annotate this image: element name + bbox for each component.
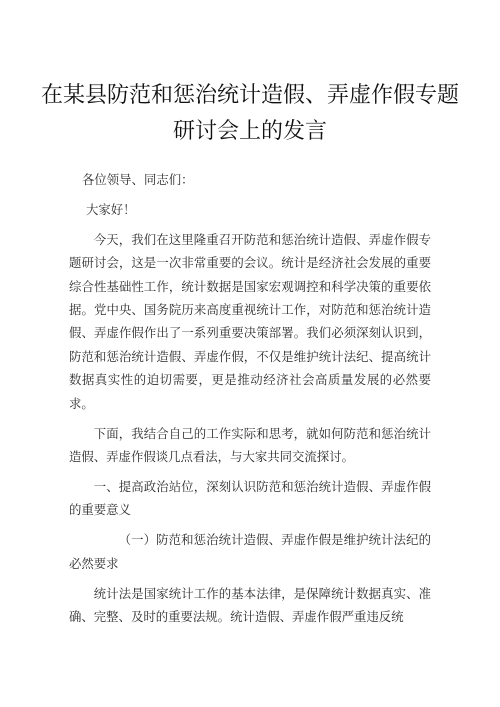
salutation: 各位领导、同志们： bbox=[82, 172, 194, 187]
document-title: 在某县防范和惩治统计造假、弄虚作假专题研讨会上的发言 bbox=[40, 83, 459, 144]
subsection-heading: （一）防范和惩治统计造假、弄虚作假是维护统计法纪的必然要求 bbox=[69, 532, 431, 571]
paragraph: 下面，我结合自己的工作实际和思考，就如何防范和惩治统计造假、弄虚作假谈几点看法，与大家共同交流探讨。 bbox=[69, 425, 431, 464]
greeting: 大家好！ bbox=[86, 201, 136, 217]
paragraph: 统计法是国家统计工作的基本法律，是保障统计数据真实、准确、完整、及时的重要法规。统计造假、弄虚作假严重违反统 bbox=[69, 585, 431, 624]
section-heading: 一、提高政治站位，深刻认识防范和惩治统计造假、弄虚作假的重要意义 bbox=[69, 478, 431, 518]
document-body bbox=[69, 168, 431, 635]
paragraph: 今天，我们在这里隆重召开防范和惩治统计造假、弄虚作假专题研讨会，这是一次非常重要的会议。统计是经济社会发展的重要综合性基础性工作，统计数据是国家宏观调控和科学决策的重要依据。党中央、国务院历来高度重视统计工作，对防范和惩治统计造假、弄虚作假作出了一系列重要决策部署。我们必须深刻认识到，防范和惩治统计造假、弄虚作假，不仅是维护统计法纪、提高统计数据真实性的迫切需要，更是推动经济社会高质量发展的必然要求。 bbox=[69, 231, 431, 411]
